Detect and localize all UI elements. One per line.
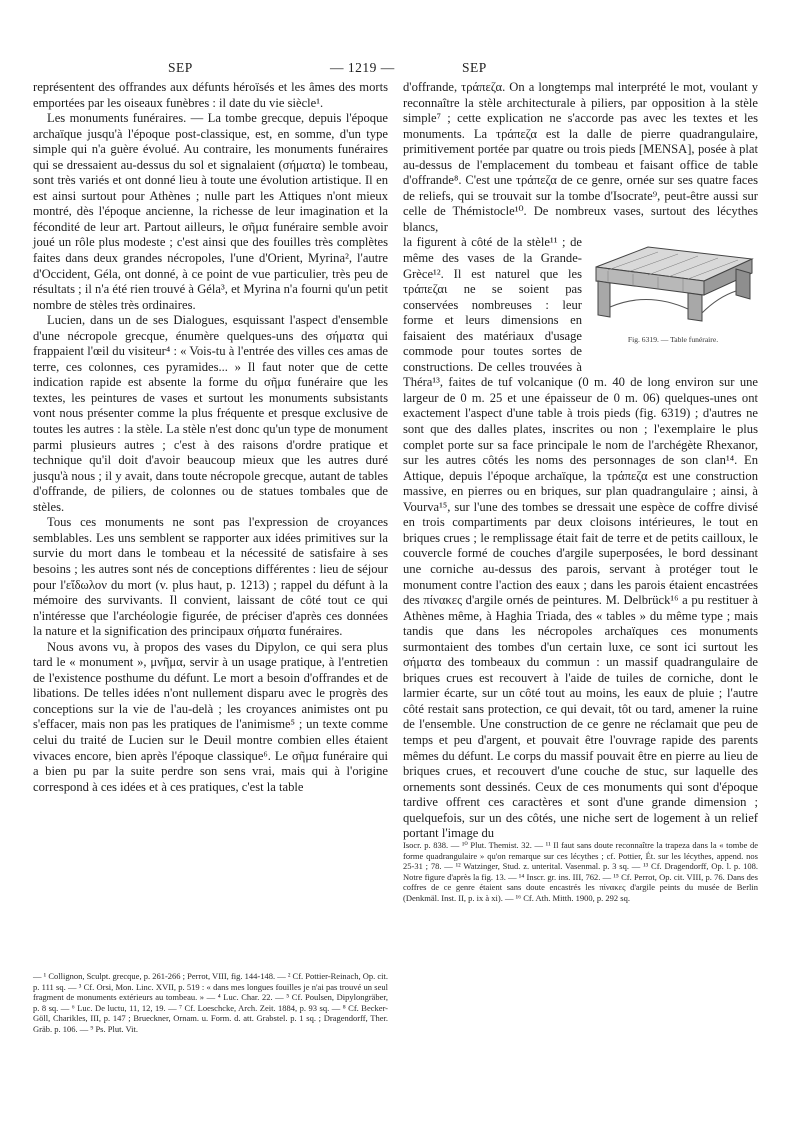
paragraph: Lucien, dans un de ses Dialogues, esquissant l'aspect d'ensemble d'une nécropole grecque, énumère quelques-uns des σήματα qui frappaient l'œil du visiteur⁴ : « Vois-tu à l'entrée des villes ces amas de terre, ces colonnes, ces pyramides... » Il faut noter que de cette indication rapide est absente la forme du σῆμα funéraire que les textes, les peintures de vases et surtout les monuments subsistants vont nous présenter comme la plus fréquente et presque exclusive de toutes les autres : la stèle. La stèle n'est donc qu'un type de monument parmi plusieurs autres ; c'est à des raisons d'ordre pratique et technique qu'il doit d'avoir beaucoup mieux que les autres duré jusqu'à nous ; il y avait, dans toute nécropole grecque, autant de tables d'offrande, de piliers, de colonnes ou de statues tombales que de stèles.	[33, 313, 388, 514]
footnotes-left: — ¹ Collignon, Sculpt. grecque, p. 261-266 ; Perrot, VIII, fig. 144-148. — ² Cf. Pottier-Reinach, Op. cit. p. 111 sq. — ³ Cf. Orsi, Mon. Linc. XVII, p. 519 : « dans mes longues fouilles je n'ai pas trouvé un seul fragment de monuments extérieurs au tombeau. » — ⁴ Luc. Char. 22. — ⁵ Cf. Poulsen, Dipylongräber, p. 8 sq. — ⁶ Luc. De luctu, 11, 12, 19. — ⁷ Cf. Loeschcke, Arch. Zeit. 1884, p. 93 sq. — ⁸ Cf. Becker-Göll, Charikles, III, p. 147 ; Brueckner, Ornam. u. Form. d. att. Grabstel. p. 1 sq. ; Dragendorff, Ther. Gräb. p. 106. — ⁹ Ps. Plut. Vit.	[33, 971, 388, 1034]
figure-6319	[588, 237, 758, 369]
funerary-table-illustration	[588, 237, 758, 332]
header-left: SEP	[168, 60, 193, 75]
paragraph: Tous ces monuments ne sont pas l'expression de croyances semblables. Les uns semblent se rapporter aux idées primitives sur la survie du mort dans le tombeau et la nécessité de satisfaire à ses besoins ; les autres sont nés de conceptions différentes : lieu de séjour pour l'εἴδωλον du mort (v. plus haut, p. 1213) ; rappel du défunt à la mémoire des survivants. Il convient, laissant de côté tout ce qui n'intéresse que l'archéologie figurée, de préciser d'après ces données la nature et la signification des principaux σήματα funéraires.	[33, 515, 388, 639]
left-column	[33, 80, 388, 795]
header-right: SEP	[462, 60, 487, 75]
paragraph: la figurent à côté de la stèle¹¹ ; de même des vases de la Grande-Grèce¹². Il est naturel que les τράπεζαι ne se soient pas conservées nombreuses : leur forme et leurs dimensions en faisaient des matériaux d'usage commode pour toutes sortes de constructions. De celles trouvées à Théra¹³, faites de tuf volcanique (0 m. 40 de long environ sur une largeur de 0 m. 25 et une épaisseur de 0 m. 06) quelques-unes ont exactement l'aspect d'une table à trois pieds (fig. 6319) ; d'autres ne sont que des dalles plates, inscrites ou non ; l'exemplaire le plus complet porte sur sa face principale le nom de l'archégète Rhexanor, sur les autres côtés les noms des personnages de son clan¹⁴. En Attique, depuis l'époque archaïque, la τράπεζα est une construction massive, en pierres ou en briques, sur plan quadrangulaire ; ainsi, à Vourva¹⁵, sur l'une des tombes se dressait une espèce de coffre divisé en trois compartiments par deux cloisons intérieures, le tout en briques crues ; le remplissage était fait de terre et de petits cailloux, le couvercle formé de couches d'argile superposées, le bord dessinant une corniche au-dessus des parois, servant à protéger tout le monument contre l'action des eaux ; dans les parois étaient encastrées des πίνακες d'argile ornés de peintures. M. Delbrück¹⁶ a pu restituer à Athènes même, à Haghia Triada, des « tables » du même type ; mais tandis que dans les nécropoles archaïques ces monuments surmontaient des tombes d'un certain luxe, ce sont ici surtout les σήματα des tombeaux du commun : un massif quadrangulaire de briques crues est recouvert à l'aide de tuiles de corniche, dont le larmier écarte, sur un côté tout au moins, les eaux de pluie ; l'autre côté restait sans protection, ce qui devait, tôt ou tard, amener la ruine de l'ensemble. Une construction de ce genre ne réclamait que peu de temps et peu d'argent, et pouvait être l'ouvrage rapide des parents mêmes du défunt. Le corps du massif pouvait être en pierre au lieu de briques crues, et recouvert d'une couche de stuc, sur laquelle des ornements sont dessinés. Ceux de ces monuments qui sont d'époque tardive offrent ces caractères et sont d'une grande dimension ; quelquefois, sur un des côtés, une niche sert de logement à un relief portant l'image du	[403, 235, 758, 841]
paragraph: Les monuments funéraires. — La tombe grecque, depuis l'époque archaïque jusqu'à l'époque post-classique, est, en somme, d'un type simple qui n'a guère évolué. Au contraire, les monuments funéraires qui se dressaient au-dessus du sol et signalaient (σήματα) le tombeau, sont très variés et ont donné lieu à toute une évolution artistique. Il en est ainsi surtout pour Athènes ; nulle part les Attiques n'ont mieux montré, dès l'époque ancienne, la richesse de leur imagination et la fécondité de leur art. Partout ailleurs, le σῆμα funéraire semble avoir joué un rôle plus modeste ; c'est ainsi que des fouilles très complètes faites dans deux grandes nécropoles, l'une d'Orient, Myrina², l'autre d'Occident, Géla, ont donné, à ce point de vue particulier, très peu de résultats ; il n'a été rien trouvé à Géla³, et Myrina n'a fourni qu'un petit nombre de stèles très ordinaires.	[33, 111, 388, 312]
paragraph: d'offrande, τράπεζα. On a longtemps mal interprété le mot, voulant y reconnaître la stèle architecturale à piliers, par opposition à la stèle simple⁷ ; cette explication ne s'accorde pas avec les textes et les monuments. La τράπεζα est la dalle de pierre quadrangulaire, primitivement portée par quatre ou trois pieds [MENSA], posée à plat au-dessus de l'emplacement du tombeau et faisant office de table d'offrande⁸. C'est une τράπεζα de ce genre, ornée sur ses quatre faces de reliefs, qui se trouvait sur la tombe d'Isocrate⁹, peut-être aussi sur celle de Thémistocle¹⁰. De nombreux vases, surtout des lécythes blancs,	[403, 80, 758, 234]
right-column	[403, 80, 758, 842]
running-header	[30, 60, 780, 80]
paragraph: représentent des offrandes aux défunts héroïsés et les âmes des morts emportées par les oiseaux funèbres : il date du vie siècle¹.	[33, 80, 388, 110]
paragraph: Nous avons vu, à propos des vases du Dipylon, ce qui sera plus tard le « monument », μνῆμα, servir à un usage pratique, à l'entretien de l'existence posthume du défunt. Le mort a besoin d'offrandes et de libations. De telles idées n'ont nullement disparu avec le progrès des conceptions sur la vie de l'au-delà ; les croyances animistes ont pu s'effacer, mais non pas les pratiques de l'animisme⁵ ; un texte comme celui du traité de Lucien sur le Deuil montre combien elles étaient vivaces encore, bien après l'époque classique⁶. Le σῆμα funéraire qui a bien pu par la suite perdre son sens vrai, mais qui à l'origine correspond à ces idées et à ces pratiques, c'est la table	[33, 639, 388, 794]
page-number: — 1219 —	[330, 60, 395, 75]
figure-caption: Fig. 6319. — Table funéraire.	[627, 335, 719, 345]
footnotes-right: Isocr. p. 838. — ¹⁰ Plut. Themist. 32. — ¹¹ Il faut sans doute reconnaître la trapeza dans la « tombe de forme quadrangulaire » qu'on remarque sur ces lécythes ; cf. Pottier, Ét. sur les lécythes, append. nos 25-31 ; 78. — ¹² Watzinger, Stud. z. unterital. Vasenmal. p. 3 sq. — ¹³ Cf. Dragendorff, Op. l. p. 108. Notre figure d'après la fig. 13. — ¹⁴ Inscr. gr. ins. III, 762. — ¹⁵ Cf. Perrot, Op. cit. VIII, p. 76. Dans des coffres de ce genre étaient sans doute encastrés les πίνακες d'argile peints du musée de Berlin (Denkmäl. Inst. II, p. ix à xi). — ¹⁶ Cf. Ath. Mitth. 1900, p. 292 sq.	[403, 840, 758, 903]
